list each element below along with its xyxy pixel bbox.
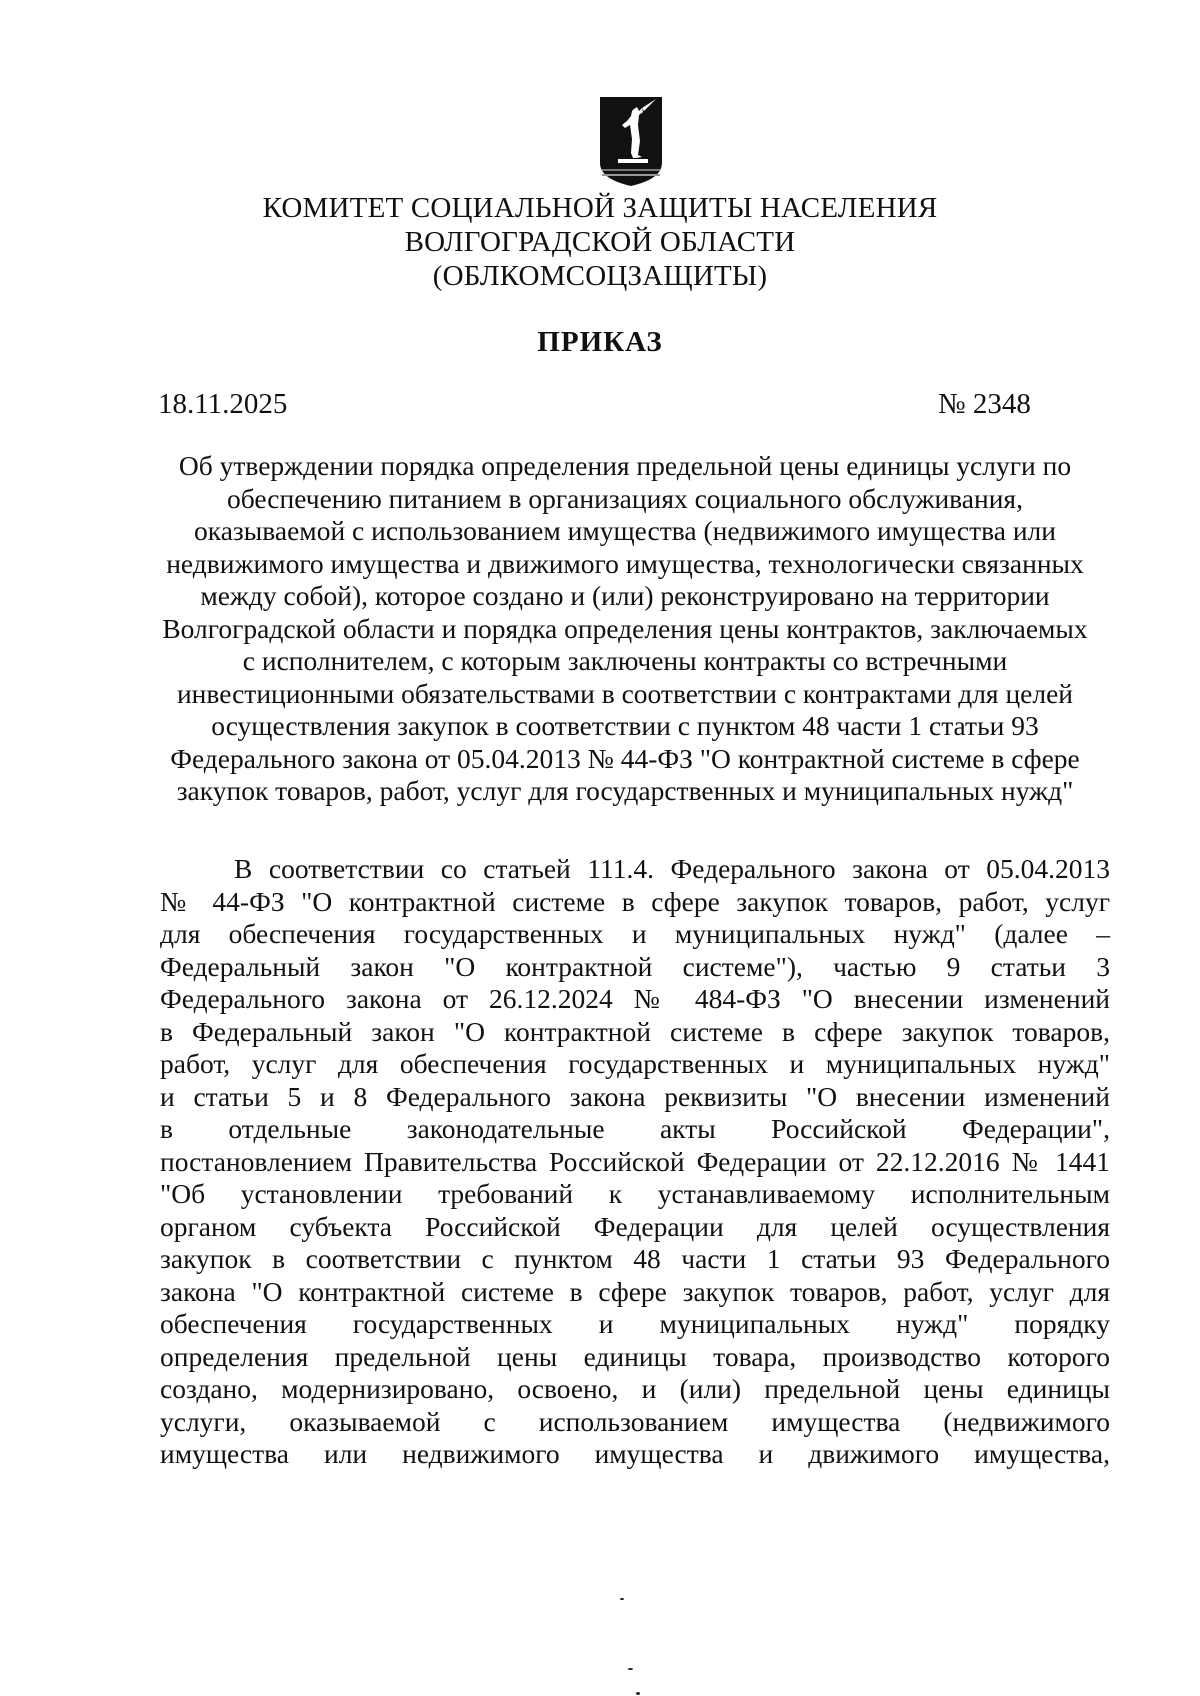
subject-line: Федерального закона от 05.04.2013 № 44-ФЗ "О контрактной системе в сфере [170,742,1080,774]
subject-line: закупок товаров, работ, услуг для государственных и муниципальных нужд" [176,775,1074,806]
body-line: работ, услуг для обеспечения государственных и муниципальных нужд" [160,1048,1110,1079]
subject-line: обеспечению питанием в организациях социального обслуживания, [227,482,1023,514]
body-line: для обеспечения государственных и муниципальных нужд" (далее – [160,918,1110,949]
scan-speck [620,1598,624,1600]
body-line: Федерального закона от 26.12.2024 № 484-ФЗ "О внесении изменений [160,983,1110,1014]
body-line: услуги, оказываемой с использованием имущества (недвижимого [160,1405,1110,1437]
subject-line: осуществления закупок в соответствии с пунктом 48 части 1 статьи 93 [211,710,1039,741]
subject-line: инвестиционными обязательствами в соответствии с контрактами для целей [176,677,1074,709]
subject-line: с исполнителем, с которым заключены контракты со встречными [242,645,1008,676]
subject-line: недвижимого имущества и движимого имущества, технологически связанных [166,547,1084,579]
body-line: В соответствии со статьей 111.4. Федерального закона от 05.04.2013 [234,853,1110,884]
body-line: № 44-ФЗ "О контрактной системе в сфере закупок товаров, работ, услуг [160,885,1110,917]
org-abbreviation: (ОБЛКОМСОЦЗАЩИТЫ) [432,260,768,292]
body-line: постановлением Правительства Российской Федерации от 22.12.2016 № 1441 [160,1145,1110,1177]
body-line: определения предельной цены единицы товара, производство которого [160,1340,1110,1372]
body-line: обеспечения государственных и муниципальных нужд" порядку [160,1308,1110,1339]
body-line: закупок в соответствии с пунктом 48 части 1 статьи 93 Федерального [160,1243,1110,1274]
document-type: ПРИКАЗ [537,326,663,358]
body-line: закона "О контрактной системе в сфере закупок товаров, работ, услуг для [160,1275,1110,1307]
subject-line: между собой), которое создано и (или) реконструировано на территории [200,580,1050,611]
body-line: в отдельные законодательные акты Российской Федерации", [160,1113,1110,1144]
body-line: создано, модернизировано, освоено, и (или) предельной цены единицы [160,1373,1110,1404]
body-line: имущества или недвижимого имущества и движимого имущества, [160,1438,1110,1469]
document-date: 18.11.2025 [158,388,288,420]
body-line: "Об установлении требований к устанавливаемому исполнительным [160,1178,1110,1209]
document-subject [150,450,1100,808]
body-line: органом субъекта Российской Федерации для целей осуществления [160,1210,1110,1242]
body-paragraph [160,853,1110,1471]
coat-of-arms-icon [598,95,664,188]
body-line: и статьи 5 и 8 Федерального закона реквизиты "О внесении изменений [160,1080,1110,1112]
subject-line: Об утверждении порядка определения предельной цены единицы услуги по [178,450,1072,481]
subject-line: оказываемой с использованием имущества (недвижимого имущества или [194,515,1056,546]
body-line: в Федеральный закон "О контрактной системе в сфере закупок товаров, [160,1015,1110,1047]
body-line: Федеральный закон "О контрактной системе"), частью 9 статьи 3 [160,950,1110,982]
subject-line: Волгоградской области и порядка определения цены контрактов, заключаемых [162,612,1088,644]
document-number: № 2348 [938,388,1031,420]
org-name-line: КОМИТЕТ СОЦИАЛЬНОЙ ЗАЩИТЫ НАСЕЛЕНИЯ [262,192,938,224]
scan-speck [636,1692,640,1695]
org-name-line: ВОЛГОГРАДСКОЙ ОБЛАСТИ [404,226,796,258]
scan-speck [628,1668,633,1670]
